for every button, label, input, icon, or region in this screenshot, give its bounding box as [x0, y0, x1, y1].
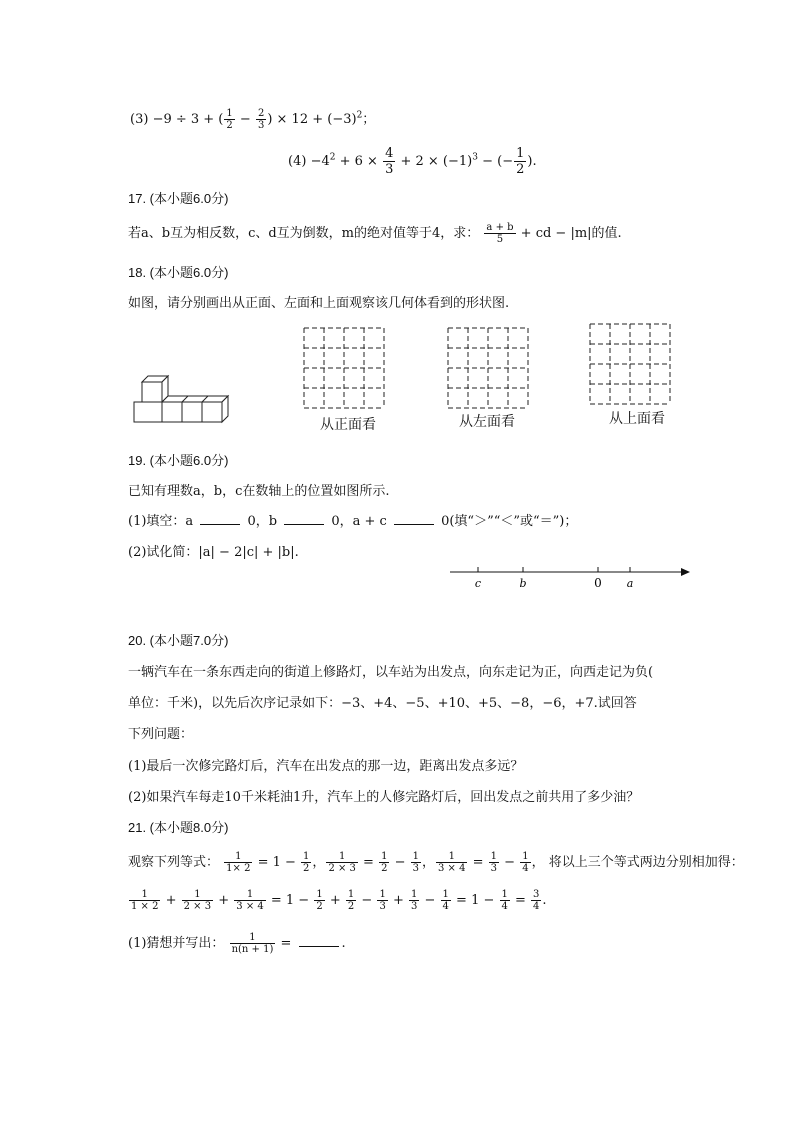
q21-sum-equation: $\frac{1}{1 \times 2}$ + $\frac{1}{2 \times 3}$ + $\frac{1}{3 \times 4}$ = 1 − $\frac{1}{2}$ + $\frac{1}{2}$ − $\frac{1}{3}$ + $\frac{1}{3}$ − $\frac{1}{4}$ = 1 − $\frac{1}{4}$ = $\frac{3}{4}$ . — [131, 889, 547, 912]
q21-part1-fraction: $\frac{1}{n(n + 1)}$ — [231, 932, 274, 955]
q21-part1-a: (1)猜想并写出： — [128, 936, 225, 951]
q16-part4 — [288, 146, 537, 177]
q19-part1-b: 0，b — [247, 514, 278, 529]
q18-left-grid[interactable] — [446, 326, 530, 412]
q19-header: 19. (本小题6.0分) — [128, 453, 229, 468]
q20-line2: 单位：千米)，以先后次序记录如下：−3、+4、−5、+10、+5、−8，−6，+7.试回答 — [128, 696, 637, 711]
q18-text: 如图，请分别画出从正面、左面和上面观察该几何体看到的形状图. — [128, 296, 510, 311]
q20-line3: 下列问题： — [128, 727, 194, 742]
q16-part3-label: (3) — [130, 112, 149, 127]
q19-blank-2[interactable] — [284, 512, 324, 525]
q19-part1-d: 0(填“＞”“＜”或“＝”)； — [441, 514, 578, 529]
q16-part4-label: (4) — [288, 154, 307, 169]
q20-header: 20. (本小题7.0分) — [128, 633, 229, 648]
q19-part1 — [128, 510, 577, 529]
q17-fraction: $\frac{a + b}{5}$ — [486, 222, 514, 245]
q16-part3-expression: −9 ÷ 3 + ( $\frac{1}{2}$ − $\frac{2}{3}$ ) × $12 + (-3)^2$； — [152, 108, 376, 131]
q19-part1-c: 0，a + c — [331, 514, 387, 529]
number-line-arrow-icon — [681, 568, 690, 576]
label-b: b — [519, 577, 527, 590]
q18-front-grid[interactable] — [302, 326, 386, 412]
q21-equations: $\frac{1}{1\times 2}$ = 1 − $\frac{1}{2}$ ， $\frac{1}{2 \times 3}$ = $\frac{1}{2}$ − $\frac{1}{3}$ ， $\frac{1}{3 \times 4}$ = $\frac{1}{3}$ − $\frac{1}{4}$ ， — [226, 851, 549, 874]
q18-front-label: 从正面看 — [320, 417, 376, 433]
q19-blank-3[interactable] — [394, 512, 434, 525]
q18-top-grid[interactable] — [588, 322, 672, 408]
q19-part2: (2)试化简：|a| − 2|c| + |b|. — [128, 545, 299, 560]
q20-part2: (2)如果汽车每走10千米耗油1升，汽车上的人修完路灯后，回出发点之前共用了多少油？ — [128, 790, 640, 805]
q18-left-label: 从左面看 — [459, 414, 515, 430]
q18-solid-figure — [128, 368, 238, 432]
q18-header: 18. (本小题6.0分) — [128, 265, 229, 280]
q19-text: 已知有理数a，b，c在数轴上的位置如图所示. — [128, 484, 390, 499]
label-c: c — [474, 577, 482, 590]
q17-text-b: + cd − |m|的值. — [520, 226, 622, 241]
q21-blank-1[interactable] — [299, 934, 339, 947]
q19-number-line — [448, 564, 694, 592]
q18-top-label: 从上面看 — [609, 411, 665, 427]
q16-part3 — [130, 108, 375, 131]
label-a: a — [626, 577, 634, 590]
q19-part1-a: (1)填空：a — [128, 514, 194, 529]
label-0: 0 — [594, 576, 602, 590]
q21-line1 — [128, 851, 744, 874]
q16-part4-expression: $-4^2 + 6$ × $\frac{4}{3}$ + $2 \times (-1)^3$ − (− $\frac{1}{2}$ ). — [310, 146, 537, 177]
q21-line1-a: 观察下列等式： — [128, 855, 220, 870]
q20-line1: 一辆汽车在一条东西走向的街道上修路灯，以车站为出发点，向东走记为正，向西走记为负( — [128, 665, 654, 680]
q20-part1: (1)最后一次修完路灯后，汽车在出发点的那一边，距离出发点多远？ — [128, 759, 524, 774]
q17-text-a: 若a、b互为相反数，c、d互为倒数，m的绝对值等于4，求： — [128, 226, 480, 241]
q21-header: 21. (本小题8.0分) — [128, 820, 229, 835]
q17-text — [128, 222, 622, 245]
q19-blank-1[interactable] — [200, 512, 240, 525]
q17-header: 17. (本小题6.0分) — [128, 191, 229, 206]
q21-part1: (1)猜想并写出： $\frac{1}{n(n + 1)}$ = . — [128, 932, 346, 955]
q21-line1-b: 将以上三个等式两边分别相加得： — [548, 855, 744, 870]
